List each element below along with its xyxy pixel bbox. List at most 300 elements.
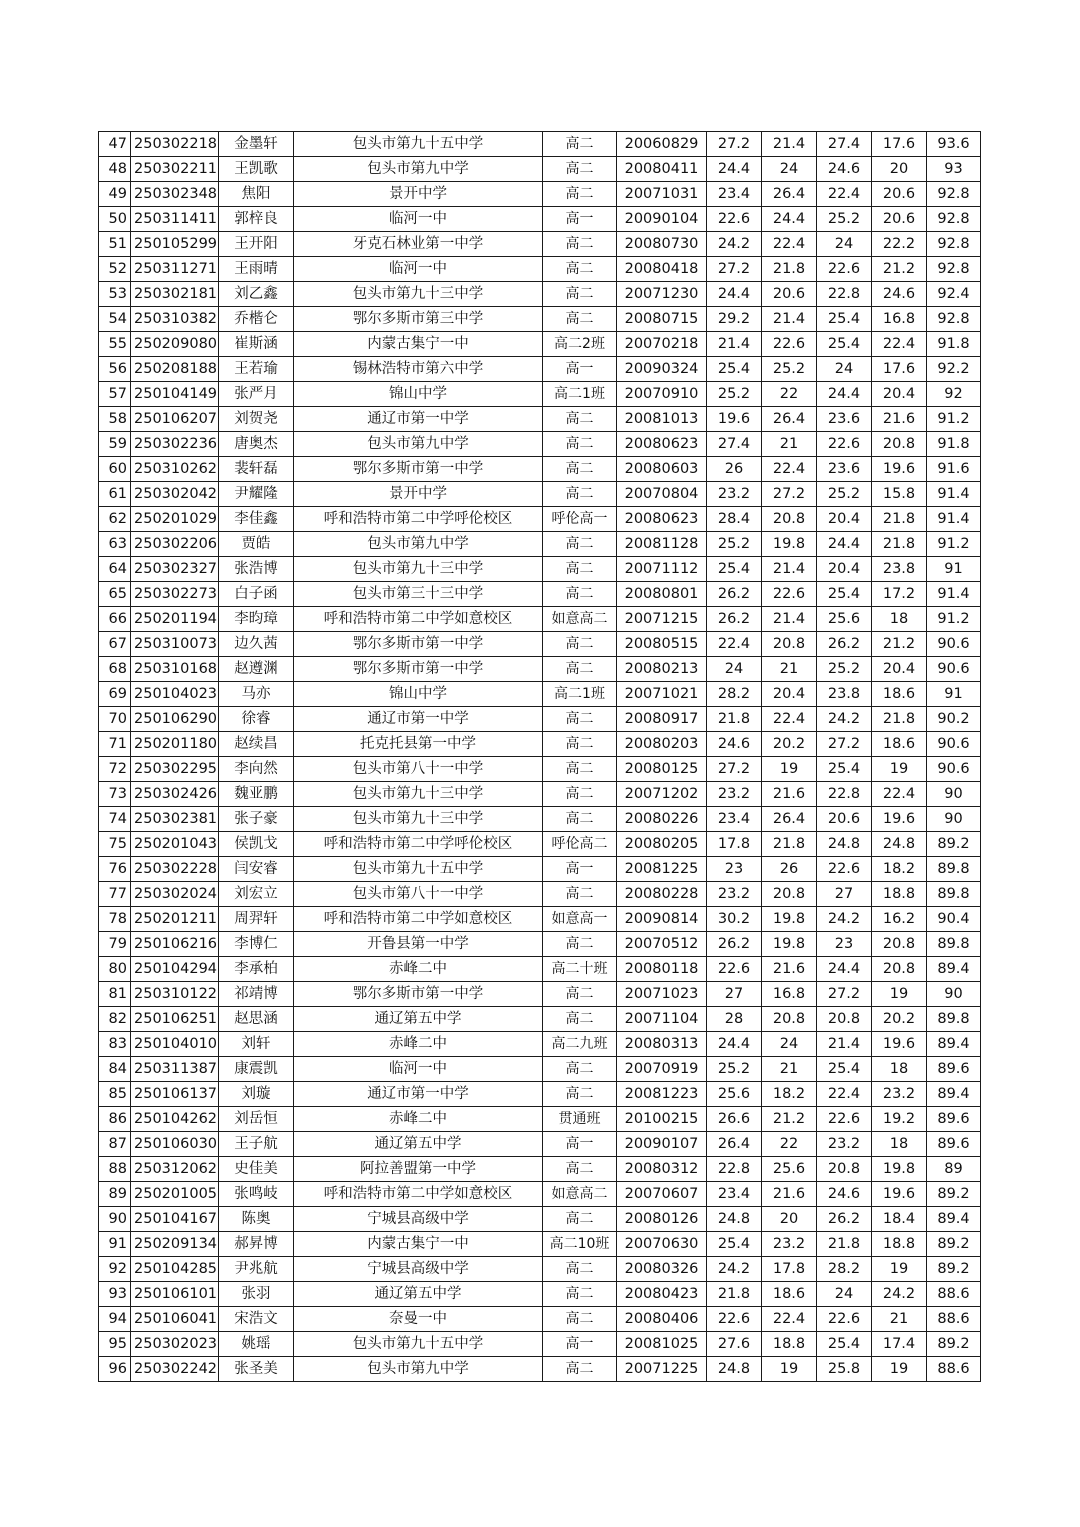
score-1-cell: 26	[707, 457, 762, 482]
school-cell: 包头市第九中学	[294, 157, 543, 182]
birth-date-cell: 20080730	[617, 232, 707, 257]
school-cell: 阿拉善盟第一中学	[294, 1157, 543, 1182]
grade-cell: 高二	[543, 1257, 617, 1282]
school-cell: 鄂尔多斯市第一中学	[294, 632, 543, 657]
school-cell: 呼和浩特市第二中学呼伦校区	[294, 507, 543, 532]
school-cell: 鄂尔多斯市第三中学	[294, 307, 543, 332]
student-name-cell: 赵续昌	[219, 732, 294, 757]
score-3-cell: 20.4	[817, 507, 872, 532]
score-3-cell: 20.4	[817, 557, 872, 582]
candidate-id-cell: 250310382	[131, 307, 219, 332]
score-4-cell: 23.8	[872, 557, 927, 582]
total-score-cell: 89.6	[927, 1057, 981, 1082]
student-name-cell: 张浩博	[219, 557, 294, 582]
score-2-cell: 25.6	[762, 1157, 817, 1182]
grade-cell: 高二	[543, 1082, 617, 1107]
table-row	[99, 832, 981, 857]
birth-date-cell: 20080515	[617, 632, 707, 657]
score-3-cell: 23.8	[817, 682, 872, 707]
student-name-cell: 唐奥杰	[219, 432, 294, 457]
total-score-cell: 91	[927, 557, 981, 582]
school-cell: 临河一中	[294, 207, 543, 232]
total-score-cell: 91.4	[927, 582, 981, 607]
score-2-cell: 19.8	[762, 532, 817, 557]
rank-cell: 54	[99, 307, 131, 332]
total-score-cell: 88.6	[927, 1357, 981, 1382]
rank-cell: 79	[99, 932, 131, 957]
score-3-cell: 24.2	[817, 707, 872, 732]
total-score-cell: 89.6	[927, 1132, 981, 1157]
table-row	[99, 532, 981, 557]
score-4-cell: 19.2	[872, 1107, 927, 1132]
score-3-cell: 23.6	[817, 457, 872, 482]
rank-cell: 76	[99, 857, 131, 882]
rank-cell: 64	[99, 557, 131, 582]
school-cell: 赤峰二中	[294, 957, 543, 982]
score-1-cell: 19.6	[707, 407, 762, 432]
school-cell: 宁城县高级中学	[294, 1207, 543, 1232]
score-3-cell: 24	[817, 357, 872, 382]
total-score-cell: 92	[927, 382, 981, 407]
score-4-cell: 20.6	[872, 207, 927, 232]
score-1-cell: 27.2	[707, 257, 762, 282]
total-score-cell: 90.6	[927, 732, 981, 757]
table-row	[99, 857, 981, 882]
birth-date-cell: 20080205	[617, 832, 707, 857]
results-sheet	[98, 131, 980, 1382]
candidate-id-cell: 250106251	[131, 1007, 219, 1032]
rank-cell: 68	[99, 657, 131, 682]
score-1-cell: 21.8	[707, 1282, 762, 1307]
score-4-cell: 15.8	[872, 482, 927, 507]
score-2-cell: 24.4	[762, 207, 817, 232]
score-4-cell: 21.2	[872, 257, 927, 282]
score-4-cell: 21.2	[872, 632, 927, 657]
score-2-cell: 19.8	[762, 907, 817, 932]
student-name-cell: 宋浩文	[219, 1307, 294, 1332]
score-1-cell: 24.2	[707, 1257, 762, 1282]
score-1-cell: 25.4	[707, 557, 762, 582]
table-row	[99, 1107, 981, 1132]
table-row	[99, 557, 981, 582]
grade-cell: 高二	[543, 182, 617, 207]
score-2-cell: 19.8	[762, 932, 817, 957]
table-row	[99, 1257, 981, 1282]
table-row	[99, 1032, 981, 1057]
table-row	[99, 1182, 981, 1207]
school-cell: 通辽第五中学	[294, 1282, 543, 1307]
birth-date-cell: 20080623	[617, 432, 707, 457]
candidate-id-cell: 250311411	[131, 207, 219, 232]
score-2-cell: 18.6	[762, 1282, 817, 1307]
total-score-cell: 89	[927, 1157, 981, 1182]
score-2-cell: 20.8	[762, 1007, 817, 1032]
birth-date-cell: 20080423	[617, 1282, 707, 1307]
candidate-id-cell: 250302426	[131, 782, 219, 807]
score-4-cell: 21.8	[872, 707, 927, 732]
school-cell: 包头市第九十三中学	[294, 782, 543, 807]
candidate-id-cell: 250104262	[131, 1107, 219, 1132]
rank-cell: 91	[99, 1232, 131, 1257]
score-3-cell: 25.4	[817, 1332, 872, 1357]
school-cell: 包头市第九十五中学	[294, 857, 543, 882]
school-cell: 开鲁县第一中学	[294, 932, 543, 957]
score-4-cell: 18	[872, 1132, 927, 1157]
score-1-cell: 27.4	[707, 432, 762, 457]
grade-cell: 如意高一	[543, 907, 617, 932]
rank-cell: 65	[99, 582, 131, 607]
rank-cell: 70	[99, 707, 131, 732]
candidate-id-cell: 250302023	[131, 1332, 219, 1357]
candidate-id-cell: 250104010	[131, 1032, 219, 1057]
candidate-id-cell: 250208188	[131, 357, 219, 382]
grade-cell: 高一	[543, 1132, 617, 1157]
birth-date-cell: 20090814	[617, 907, 707, 932]
score-4-cell: 18	[872, 1057, 927, 1082]
birth-date-cell: 20080801	[617, 582, 707, 607]
score-1-cell: 23.2	[707, 782, 762, 807]
score-2-cell: 21.8	[762, 257, 817, 282]
birth-date-cell: 20080126	[617, 1207, 707, 1232]
total-score-cell: 89.4	[927, 957, 981, 982]
school-cell: 包头市第九十三中学	[294, 282, 543, 307]
score-1-cell: 25.4	[707, 1232, 762, 1257]
birth-date-cell: 20080125	[617, 757, 707, 782]
rank-cell: 72	[99, 757, 131, 782]
score-3-cell: 21.4	[817, 1032, 872, 1057]
candidate-id-cell: 250302236	[131, 432, 219, 457]
grade-cell: 高一	[543, 357, 617, 382]
grade-cell: 高二	[543, 157, 617, 182]
total-score-cell: 92.2	[927, 357, 981, 382]
birth-date-cell: 20081128	[617, 532, 707, 557]
birth-date-cell: 20100215	[617, 1107, 707, 1132]
rank-cell: 48	[99, 157, 131, 182]
score-3-cell: 24.6	[817, 157, 872, 182]
candidate-id-cell: 250302228	[131, 857, 219, 882]
candidate-id-cell: 250310168	[131, 657, 219, 682]
student-name-cell: 刘璇	[219, 1082, 294, 1107]
student-name-cell: 尹兆航	[219, 1257, 294, 1282]
score-2-cell: 26.4	[762, 407, 817, 432]
table-row	[99, 782, 981, 807]
score-3-cell: 25.4	[817, 757, 872, 782]
school-cell: 景开中学	[294, 482, 543, 507]
rank-cell: 60	[99, 457, 131, 482]
table-row	[99, 1132, 981, 1157]
score-1-cell: 23	[707, 857, 762, 882]
score-1-cell: 21.4	[707, 332, 762, 357]
grade-cell: 高二	[543, 757, 617, 782]
total-score-cell: 91.4	[927, 507, 981, 532]
table-row	[99, 407, 981, 432]
grade-cell: 高二	[543, 582, 617, 607]
total-score-cell: 89.4	[927, 1207, 981, 1232]
score-3-cell: 22.8	[817, 282, 872, 307]
score-3-cell: 25.4	[817, 332, 872, 357]
school-cell: 临河一中	[294, 257, 543, 282]
score-2-cell: 27.2	[762, 482, 817, 507]
rank-cell: 96	[99, 1357, 131, 1382]
rank-cell: 71	[99, 732, 131, 757]
score-3-cell: 21.8	[817, 1232, 872, 1257]
grade-cell: 高二	[543, 882, 617, 907]
table-row	[99, 182, 981, 207]
rank-cell: 53	[99, 282, 131, 307]
score-4-cell: 18.6	[872, 732, 927, 757]
student-name-cell: 李承柏	[219, 957, 294, 982]
score-4-cell: 20.8	[872, 432, 927, 457]
rank-cell: 90	[99, 1207, 131, 1232]
school-cell: 奈曼一中	[294, 1307, 543, 1332]
score-4-cell: 20.4	[872, 657, 927, 682]
score-1-cell: 22.6	[707, 207, 762, 232]
score-1-cell: 22.6	[707, 957, 762, 982]
birth-date-cell: 20070919	[617, 1057, 707, 1082]
table-row	[99, 607, 981, 632]
student-name-cell: 郭梓良	[219, 207, 294, 232]
score-1-cell: 25.2	[707, 382, 762, 407]
student-name-cell: 祁靖博	[219, 982, 294, 1007]
birth-date-cell: 20071202	[617, 782, 707, 807]
score-2-cell: 19	[762, 1357, 817, 1382]
score-1-cell: 26.4	[707, 1132, 762, 1157]
grade-cell: 高二	[543, 282, 617, 307]
total-score-cell: 91.8	[927, 332, 981, 357]
student-name-cell: 史佳美	[219, 1157, 294, 1182]
rank-cell: 61	[99, 482, 131, 507]
school-cell: 锦山中学	[294, 682, 543, 707]
score-2-cell: 26	[762, 857, 817, 882]
school-cell: 通辽市第一中学	[294, 707, 543, 732]
total-score-cell: 89.2	[927, 1257, 981, 1282]
grade-cell: 高二10班	[543, 1232, 617, 1257]
table-row	[99, 232, 981, 257]
candidate-id-cell: 250302242	[131, 1357, 219, 1382]
total-score-cell: 90	[927, 982, 981, 1007]
birth-date-cell: 20071215	[617, 607, 707, 632]
score-3-cell: 22.8	[817, 782, 872, 807]
score-4-cell: 19.6	[872, 1182, 927, 1207]
score-2-cell: 21.4	[762, 557, 817, 582]
rank-cell: 95	[99, 1332, 131, 1357]
score-1-cell: 26.6	[707, 1107, 762, 1132]
rank-cell: 51	[99, 232, 131, 257]
score-4-cell: 20.4	[872, 382, 927, 407]
rank-cell: 74	[99, 807, 131, 832]
score-4-cell: 20.2	[872, 1007, 927, 1032]
score-1-cell: 26.2	[707, 607, 762, 632]
candidate-id-cell: 250106030	[131, 1132, 219, 1157]
score-2-cell: 25.2	[762, 357, 817, 382]
school-cell: 包头市第九十五中学	[294, 1332, 543, 1357]
score-2-cell: 18.8	[762, 1332, 817, 1357]
birth-date-cell: 20070804	[617, 482, 707, 507]
school-cell: 牙克石林业第一中学	[294, 232, 543, 257]
score-4-cell: 19	[872, 1257, 927, 1282]
table-row	[99, 282, 981, 307]
grade-cell: 高二	[543, 657, 617, 682]
score-1-cell: 21.8	[707, 707, 762, 732]
score-4-cell: 17.2	[872, 582, 927, 607]
score-4-cell: 20	[872, 157, 927, 182]
score-3-cell: 22.4	[817, 182, 872, 207]
grade-cell: 高二	[543, 732, 617, 757]
student-name-cell: 李昀璋	[219, 607, 294, 632]
table-row	[99, 1007, 981, 1032]
student-name-cell: 刘岳恒	[219, 1107, 294, 1132]
birth-date-cell: 20080418	[617, 257, 707, 282]
score-3-cell: 23	[817, 932, 872, 957]
student-name-cell: 金墨轩	[219, 132, 294, 157]
birth-date-cell: 20080312	[617, 1157, 707, 1182]
score-2-cell: 22	[762, 1132, 817, 1157]
student-name-cell: 张严月	[219, 382, 294, 407]
birth-date-cell: 20080715	[617, 307, 707, 332]
table-row	[99, 307, 981, 332]
rank-cell: 49	[99, 182, 131, 207]
table-row	[99, 157, 981, 182]
score-3-cell: 28.2	[817, 1257, 872, 1282]
candidate-id-cell: 250302218	[131, 132, 219, 157]
score-4-cell: 21.6	[872, 407, 927, 432]
total-score-cell: 91.2	[927, 407, 981, 432]
score-3-cell: 23.2	[817, 1132, 872, 1157]
score-2-cell: 21	[762, 1057, 817, 1082]
score-3-cell: 22.6	[817, 1307, 872, 1332]
rank-cell: 67	[99, 632, 131, 657]
total-score-cell: 91	[927, 682, 981, 707]
candidate-id-cell: 250104285	[131, 1257, 219, 1282]
birth-date-cell: 20080603	[617, 457, 707, 482]
rank-cell: 94	[99, 1307, 131, 1332]
rank-cell: 57	[99, 382, 131, 407]
school-cell: 包头市第三十三中学	[294, 582, 543, 607]
table-row	[99, 1082, 981, 1107]
score-4-cell: 18	[872, 607, 927, 632]
score-4-cell: 19	[872, 757, 927, 782]
student-name-cell: 赵遵渊	[219, 657, 294, 682]
rank-cell: 50	[99, 207, 131, 232]
candidate-id-cell: 250106101	[131, 1282, 219, 1307]
school-cell: 通辽市第一中学	[294, 1082, 543, 1107]
score-2-cell: 22.6	[762, 582, 817, 607]
score-2-cell: 20.8	[762, 882, 817, 907]
total-score-cell: 91.8	[927, 432, 981, 457]
birth-date-cell: 20071104	[617, 1007, 707, 1032]
score-4-cell: 16.8	[872, 307, 927, 332]
table-row	[99, 432, 981, 457]
candidate-id-cell: 250302273	[131, 582, 219, 607]
grade-cell: 高二	[543, 632, 617, 657]
birth-date-cell: 20070630	[617, 1232, 707, 1257]
grade-cell: 高二1班	[543, 682, 617, 707]
score-1-cell: 24.2	[707, 232, 762, 257]
school-cell: 呼和浩特市第二中学呼伦校区	[294, 832, 543, 857]
rank-cell: 77	[99, 882, 131, 907]
birth-date-cell: 20070607	[617, 1182, 707, 1207]
total-score-cell: 90.4	[927, 907, 981, 932]
school-cell: 包头市第九中学	[294, 432, 543, 457]
score-3-cell: 24.4	[817, 382, 872, 407]
candidate-id-cell: 250201194	[131, 607, 219, 632]
total-score-cell: 89.6	[927, 1107, 981, 1132]
birth-date-cell: 20080226	[617, 807, 707, 832]
school-cell: 锦山中学	[294, 382, 543, 407]
score-4-cell: 19	[872, 982, 927, 1007]
score-2-cell: 20.4	[762, 682, 817, 707]
score-4-cell: 20.8	[872, 957, 927, 982]
total-score-cell: 91.4	[927, 482, 981, 507]
rank-cell: 47	[99, 132, 131, 157]
candidate-id-cell: 250310122	[131, 982, 219, 1007]
total-score-cell: 90	[927, 807, 981, 832]
score-1-cell: 25.6	[707, 1082, 762, 1107]
score-4-cell: 21	[872, 1307, 927, 1332]
score-3-cell: 25.4	[817, 1057, 872, 1082]
school-cell: 宁城县高级中学	[294, 1257, 543, 1282]
table-row	[99, 332, 981, 357]
score-3-cell: 26.2	[817, 632, 872, 657]
total-score-cell: 92.8	[927, 257, 981, 282]
birth-date-cell: 20071021	[617, 682, 707, 707]
score-4-cell: 24.2	[872, 1282, 927, 1307]
birth-date-cell: 20080326	[617, 1257, 707, 1282]
candidate-id-cell: 250302211	[131, 157, 219, 182]
candidate-id-cell: 250302381	[131, 807, 219, 832]
student-name-cell: 徐睿	[219, 707, 294, 732]
score-2-cell: 26.4	[762, 807, 817, 832]
score-2-cell: 19	[762, 757, 817, 782]
score-1-cell: 27.2	[707, 757, 762, 782]
score-4-cell: 16.2	[872, 907, 927, 932]
grade-cell: 高二	[543, 932, 617, 957]
score-2-cell: 22.4	[762, 232, 817, 257]
score-4-cell: 19.8	[872, 1157, 927, 1182]
table-row	[99, 207, 981, 232]
score-1-cell: 23.4	[707, 182, 762, 207]
candidate-id-cell: 250311271	[131, 257, 219, 282]
grade-cell: 高二	[543, 132, 617, 157]
student-name-cell: 刘轩	[219, 1032, 294, 1057]
rank-cell: 89	[99, 1182, 131, 1207]
score-3-cell: 22.6	[817, 432, 872, 457]
total-score-cell: 91.6	[927, 457, 981, 482]
score-3-cell: 24	[817, 1282, 872, 1307]
total-score-cell: 89.4	[927, 1082, 981, 1107]
grade-cell: 高一	[543, 1332, 617, 1357]
table-row	[99, 807, 981, 832]
grade-cell: 高二	[543, 1307, 617, 1332]
birth-date-cell: 20080213	[617, 657, 707, 682]
score-4-cell: 21.8	[872, 507, 927, 532]
rank-cell: 82	[99, 1007, 131, 1032]
birth-date-cell: 20080406	[617, 1307, 707, 1332]
student-name-cell: 王若瑜	[219, 357, 294, 382]
results-body	[99, 132, 981, 1382]
score-4-cell: 19	[872, 1357, 927, 1382]
score-1-cell: 28	[707, 1007, 762, 1032]
total-score-cell: 93	[927, 157, 981, 182]
grade-cell: 高二1班	[543, 382, 617, 407]
student-name-cell: 刘乙鑫	[219, 282, 294, 307]
table-row	[99, 257, 981, 282]
student-name-cell: 张鸣岐	[219, 1182, 294, 1207]
grade-cell: 高二	[543, 532, 617, 557]
candidate-id-cell: 250209134	[131, 1232, 219, 1257]
grade-cell: 高二	[543, 1282, 617, 1307]
score-1-cell: 24.4	[707, 1032, 762, 1057]
